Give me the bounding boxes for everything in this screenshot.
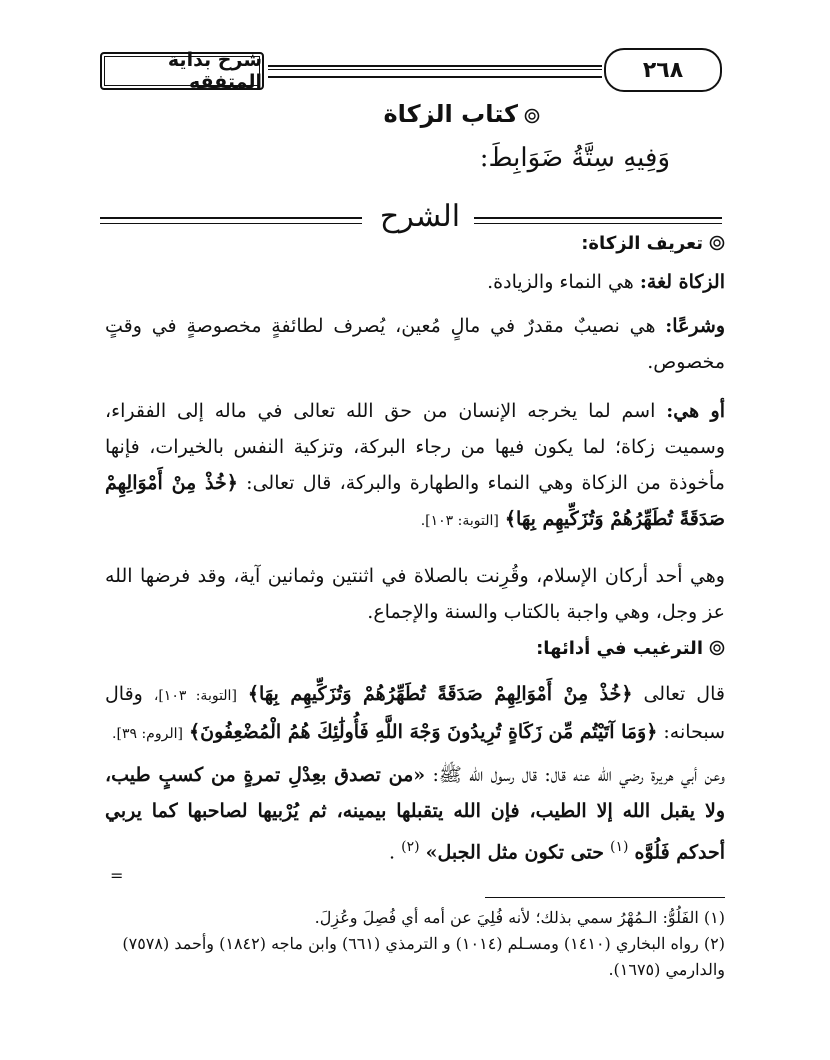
footnote-1: (١) الفَلُوُّ: الـمُهْرُ سمي بذلك؛ لأنه فُلِيَ عن أمه أي فُصِلَ وعُزِلَ.: [314, 908, 725, 927]
flower-ornament-icon: [524, 108, 540, 124]
flower-ornament-icon: [709, 640, 725, 656]
running-header: [100, 48, 722, 92]
section-heading-definition: تعريف الزكاة:: [581, 233, 725, 254]
encouragement-verses: قال تعالى ﴿خُذْ مِنْ أَمْوَالِهِمْ صَدَقَةً تُطَهِّرُهُمْ وَتُزَكِّيهِم بِهَا﴾ [التوبة: ١٠٣]، وقال سبحانه: ﴿وَمَا آتَيْتُم مِّن زَكَاةٍ تُرِيدُونَ وَجْهَ اللَّهِ فَأُولَٰئِكَ هُمُ الْمُضْعِفُونَ﴾ [الروم: ٣٩].: [105, 683, 725, 743]
chapter-subtitle: وَفِيهِ سِتَّةُ ضَوَابِطَ:: [479, 143, 670, 173]
divider-line-left: [100, 217, 362, 224]
footnote-rule: [485, 897, 725, 898]
footnote-ref-2[interactable]: (٢): [401, 839, 420, 855]
definition-aw: أو هي: اسم لما يخرجه الإنسان من حق الله تعالى في ماله إلى الفقراء، وسميت زكاة؛ لما يكون فيها من رجاء البركة، وتزكية النفس بالخيرات، فإنها مأخوذة من الزكاة وهي النماء والطهارة والبركة، قال تعالى: ﴿خُذْ مِنْ أَمْوَالِهِمْ صَدَقَةً تُطَهِّرُهُمْ وَتُزَكِّيهِم بِهَا﴾ [التوبة: ١٠٣].: [105, 400, 725, 530]
hadith-paragraph: وعن أبي هريرة رضي الله عنه قال: قال رسول الله ﷺ: «من تصدق بعِدْلِ تمرةٍ من كسبٍ طيب، ولا يقبل الله إلا الطيب، فإن الله يتقبلها بيمينه، ثم يُرْبيها لصاحبها كما يربي أحدكم فَلُوَّه $^{(١)}$ حتى تكون مثل الجبل» $^{(٢)}$ .: [105, 764, 725, 864]
flower-ornament-icon: [709, 235, 725, 251]
header-rule: [268, 65, 602, 78]
chapter-title: كتاب الزكاة: [383, 100, 540, 128]
book-title: شرح بداية المتفقه: [100, 52, 264, 90]
footnote-ref-1[interactable]: (١): [610, 839, 629, 855]
pillar-paragraph: وهي أحد أركان الإسلام، وقُرِنت بالصلاة في اثنتين وثمانين آية، وقد فرضها الله عز وجل، وهي واجبة بالكتاب والسنة والإجماع.: [105, 565, 725, 623]
divider-line-right: [474, 217, 722, 224]
footnote-2: (٢) رواه البخاري (١٤١٠) ومسـلم (١٠١٤) و الترمذي (٦٦١) وابن ماجه (١٨٤٢) وأحمد (٧٥٧٨) والدارمي (١٦٧٥).: [122, 934, 725, 979]
page-number: ٢٦٨: [604, 48, 722, 92]
sharh-label: الشرح: [379, 199, 461, 234]
section-heading-encouragement: الترغيب في أدائها:: [536, 638, 725, 659]
definition-lughatan: الزكاة لغة: هي النماء والزيادة.: [487, 271, 725, 293]
footnotes: [105, 905, 725, 983]
stray-mark: =: [110, 866, 124, 885]
definition-shar: وشرعًا: هي نصيبٌ مقدرٌ في مالٍ مُعين، يُصرف لطائفةٍ مخصوصةٍ في وقتٍ مخصوص.: [105, 315, 725, 373]
